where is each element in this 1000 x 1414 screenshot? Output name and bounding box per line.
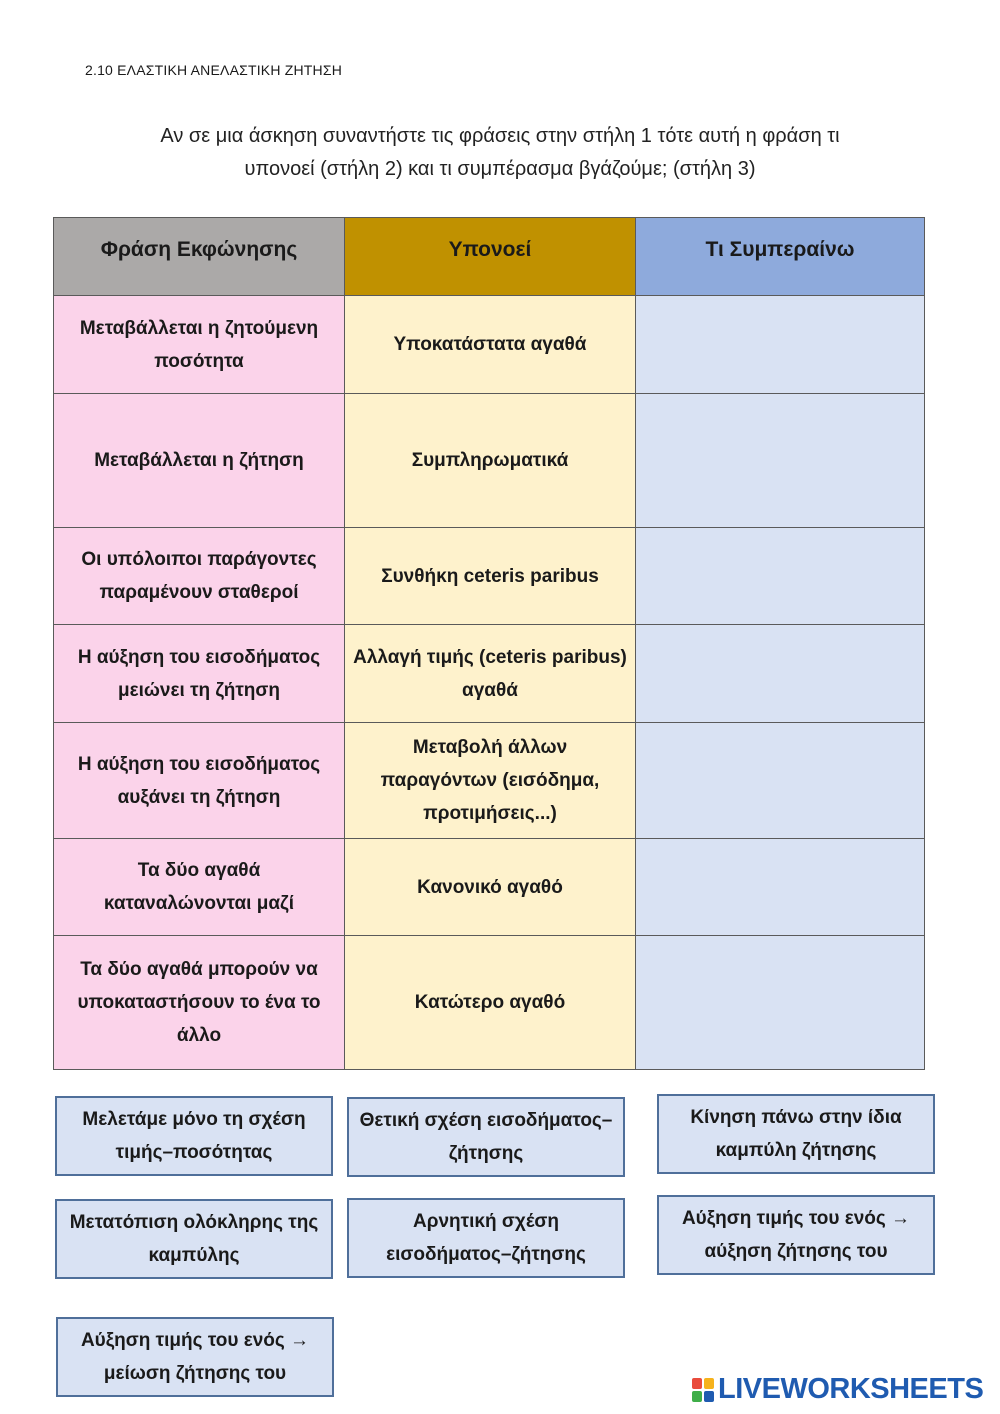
implies-cell: Υποκατάστατα αγαθά <box>345 296 636 394</box>
table-header-row <box>54 218 925 296</box>
phrase-cell: Τα δύο αγαθά μπορούν να υποκαταστήσουν το ένα το άλλο <box>54 936 345 1070</box>
conclusion-drop-zone[interactable] <box>636 625 925 723</box>
table-row <box>54 723 925 839</box>
phrase-cell: Η αύξηση του εισοδήματος μειώνει τη ζήτηση <box>54 625 345 723</box>
implies-cell: Συμπληρωματικά <box>345 394 636 528</box>
phrase-cell: Μεταβάλλεται η ζητούμενη ποσότητα <box>54 296 345 394</box>
answer-card[interactable]: Μετατόπιση ολόκληρης της καμπύλης <box>55 1199 333 1279</box>
matching-table <box>53 217 925 1070</box>
conclusion-drop-zone[interactable] <box>636 296 925 394</box>
table-row <box>54 528 925 625</box>
implies-cell: Κατώτερο αγαθό <box>345 936 636 1070</box>
answer-card[interactable]: Θετική σχέση εισοδήματος–ζήτησης <box>347 1097 625 1177</box>
implies-cell: Συνθήκη ceteris paribus <box>345 528 636 625</box>
header-implies: Υπονοεί <box>345 218 636 296</box>
conclusion-drop-zone[interactable] <box>636 394 925 528</box>
header-conclusion: Τι Συμπεραίνω <box>636 218 925 296</box>
conclusion-drop-zone[interactable] <box>636 528 925 625</box>
implies-cell: Κανονικό αγαθό <box>345 839 636 936</box>
table-row <box>54 839 925 936</box>
answer-card[interactable]: Αρνητική σχέση εισοδήματος–ζήτησης <box>347 1198 625 1278</box>
conclusion-drop-zone[interactable] <box>636 723 925 839</box>
answer-card[interactable]: Μελετάμε μόνο τη σχέση τιμής–ποσότητας <box>55 1096 333 1176</box>
phrase-cell: Τα δύο αγαθά καταναλώνονται μαζί <box>54 839 345 936</box>
liveworksheets-logo <box>692 1373 983 1406</box>
phrase-cell: Μεταβάλλεται η ζήτηση <box>54 394 345 528</box>
conclusion-drop-zone[interactable] <box>636 936 925 1070</box>
phrase-cell: Η αύξηση του εισοδήματος αυξάνει τη ζήτηση <box>54 723 345 839</box>
header-phrase: Φράση Εκφώνησης <box>54 218 345 296</box>
table-row <box>54 625 925 723</box>
answer-card[interactable]: Κίνηση πάνω στην ίδια καμπύλη ζήτησης <box>657 1094 935 1174</box>
instructions-line-1: Αν σε μια άσκηση συναντήστε τις φράσεις στην στήλη 1 τότε αυτή η φράση τι <box>160 125 840 147</box>
logo-text: LIVEWORKSHEETS <box>718 1373 984 1405</box>
implies-cell: Μεταβολή άλλων παραγόντων (εισόδημα, προτιμήσεις...) <box>345 723 636 839</box>
implies-cell: Αλλαγή τιμής (ceteris paribus) αγαθά <box>345 625 636 723</box>
conclusion-drop-zone[interactable] <box>636 839 925 936</box>
worksheet-header: 2.10 ΕΛΑΣΤΙΚΗ ΑΝΕΛΑΣΤΙΚΗ ΖΗΤΗΣΗ <box>85 62 343 78</box>
table-row <box>54 296 925 394</box>
instructions <box>100 120 900 186</box>
table-row <box>54 936 925 1070</box>
table-row <box>54 394 925 528</box>
answer-card[interactable]: Αύξηση τιμής του ενός → μείωση ζήτησης του <box>56 1317 334 1397</box>
answer-card[interactable]: Αύξηση τιμής του ενός → αύξηση ζήτησης του <box>657 1195 935 1275</box>
instructions-line-2: υπονοεί (στήλη 2) και τι συμπέρασμα βγάζούμε; (στήλη 3) <box>244 158 756 180</box>
liveworksheets-icon <box>692 1378 714 1402</box>
phrase-cell: Οι υπόλοιποι παράγοντες παραμένουν σταθεροί <box>54 528 345 625</box>
